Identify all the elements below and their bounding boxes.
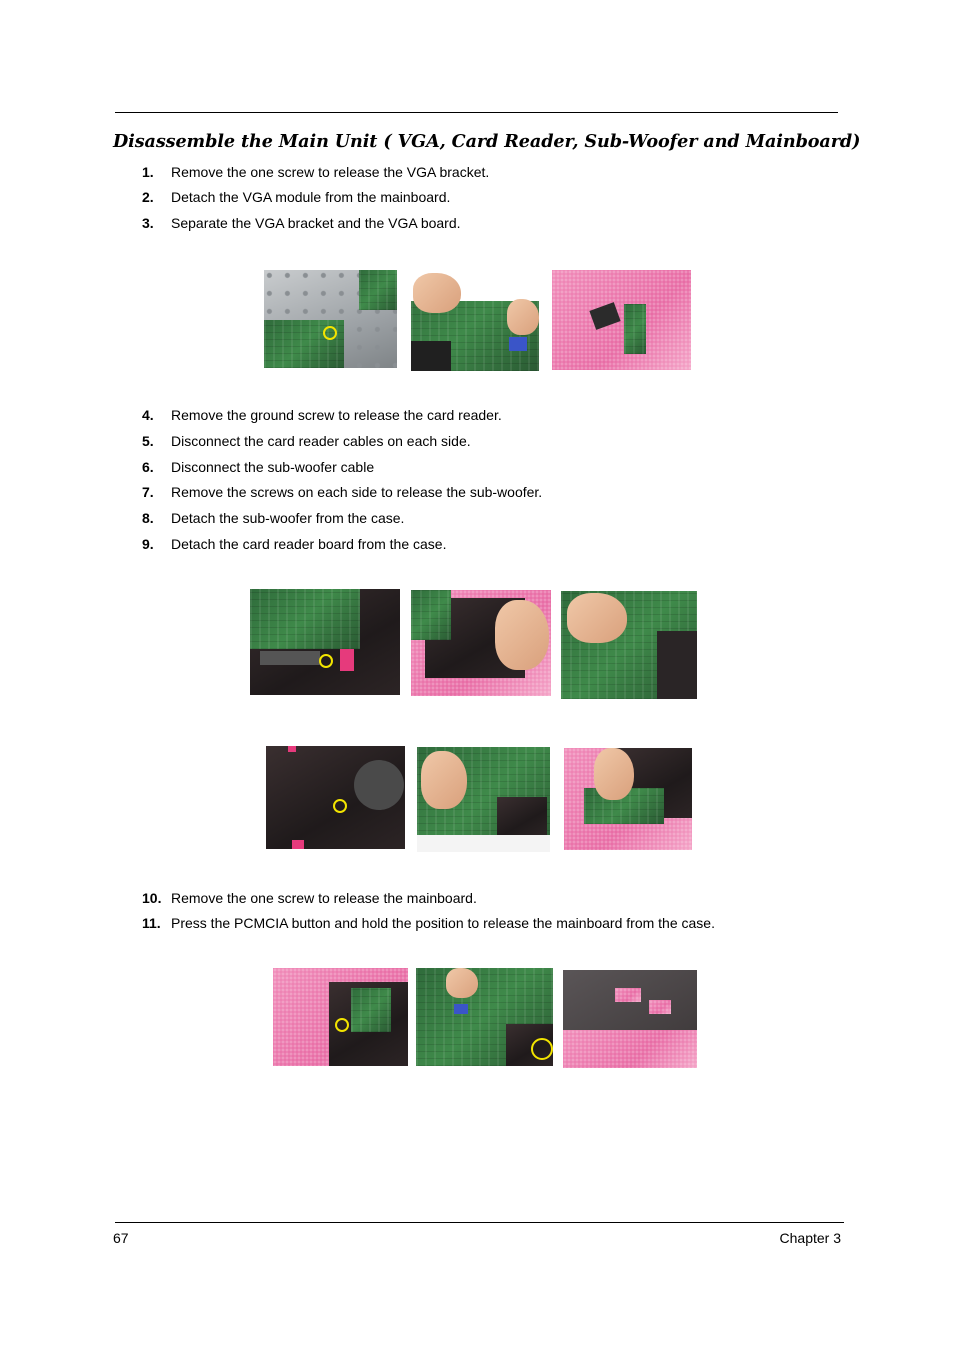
photo-pcmcia-button [416, 968, 553, 1066]
step-item: 10. Remove the one screw to release the mainboard. [142, 890, 477, 906]
photo-card-reader-cable [411, 590, 551, 696]
step-item: 9. Detach the card reader board from the case. [142, 536, 447, 552]
photo-empty-case [563, 970, 697, 1068]
step-item: 11. Press the PCMCIA button and hold the position to release the mainboard from the case. [142, 915, 715, 931]
section-title: Disassemble the Main Unit ( VGA, Card Reader, Sub-Woofer and Mainboard) [113, 131, 861, 152]
photo-vga-bracket-screw [264, 270, 397, 368]
photo-detach-vga-module [411, 271, 539, 371]
step-item: 2. Detach the VGA module from the mainboard. [142, 189, 451, 205]
photo-card-reader-ground-screw [250, 589, 400, 695]
step-item: 3. Separate the VGA bracket and the VGA board. [142, 215, 461, 231]
footer-rule [115, 1222, 844, 1223]
step-item: 5. Disconnect the card reader cables on each side. [142, 433, 471, 449]
photo-mainboard-screw [273, 968, 408, 1066]
chapter-label: Chapter 3 [779, 1230, 841, 1246]
step-item: 7. Remove the screws on each side to release the sub-woofer. [142, 484, 543, 500]
header-rule [115, 112, 838, 113]
photo-vga-parts [552, 270, 691, 370]
step-item: 8. Detach the sub-woofer from the case. [142, 510, 405, 526]
step-item: 4. Remove the ground screw to release the card reader. [142, 407, 502, 423]
photo-card-reader-board [564, 748, 692, 850]
photo-sub-woofer-screws [417, 747, 550, 852]
step-item: 1. Remove the one screw to release the VGA bracket. [142, 164, 490, 180]
page-number: 67 [113, 1230, 129, 1246]
photo-card-reader-cable-other-side [561, 591, 697, 699]
step-item: 6. Disconnect the sub-woofer cable [142, 459, 375, 475]
photo-sub-woofer-cable [266, 746, 405, 849]
